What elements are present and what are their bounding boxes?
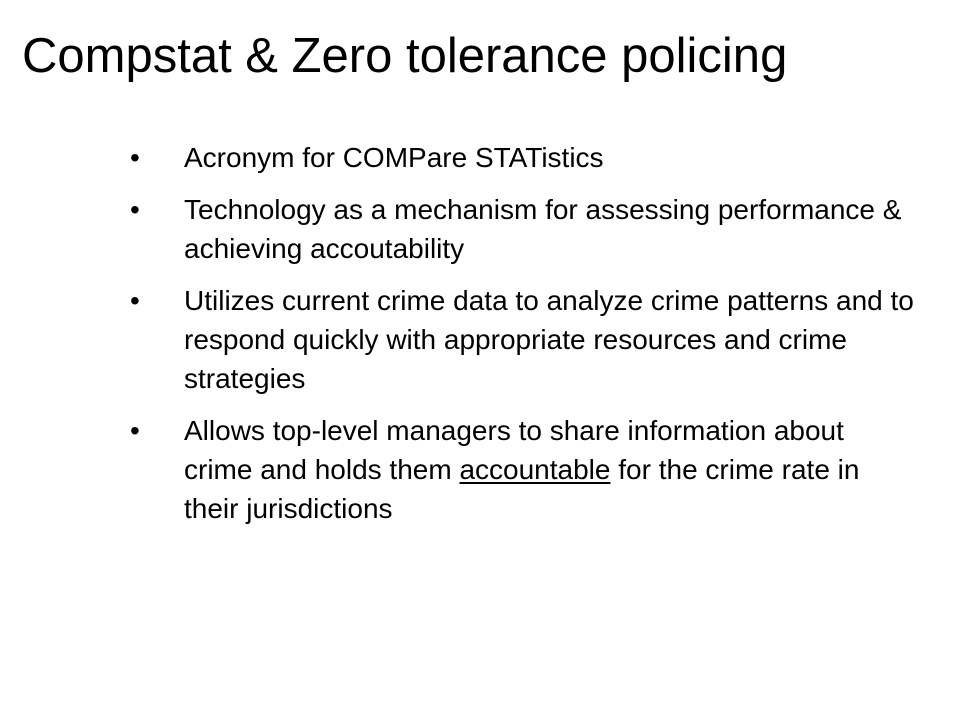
bullet-item-crime-data xyxy=(0,281,960,398)
bullet-text-part: for the crime rate in their jurisdictions xyxy=(184,454,860,524)
bullet-item-technology xyxy=(0,190,960,268)
underlined-term: accountable xyxy=(459,454,611,485)
slide-title: Compstat & Zero tolerance policing xyxy=(22,29,788,83)
bullet-list xyxy=(0,138,960,541)
bullet-dot-icon: • xyxy=(130,194,140,225)
bullet-dot-icon: • xyxy=(130,415,140,446)
bullet-text: Utilizes current crime data to analyze crime patterns and to respond quickly with appropriate resources and crime strategies xyxy=(184,285,914,394)
bullet-text: Technology as a mechanism for assessing performance & achieving accoutability xyxy=(184,194,902,264)
bullet-item-acronym xyxy=(0,138,960,177)
bullet-text xyxy=(184,411,920,528)
bullet-text: Acronym for COMPare STATistics xyxy=(184,142,604,173)
bullet-text-part: Allows top-level managers to share information about crime and holds them xyxy=(184,415,844,485)
bullet-dot-icon: • xyxy=(130,142,140,173)
bullet-item-managers xyxy=(0,411,960,528)
bullet-dot-icon: • xyxy=(130,285,140,316)
